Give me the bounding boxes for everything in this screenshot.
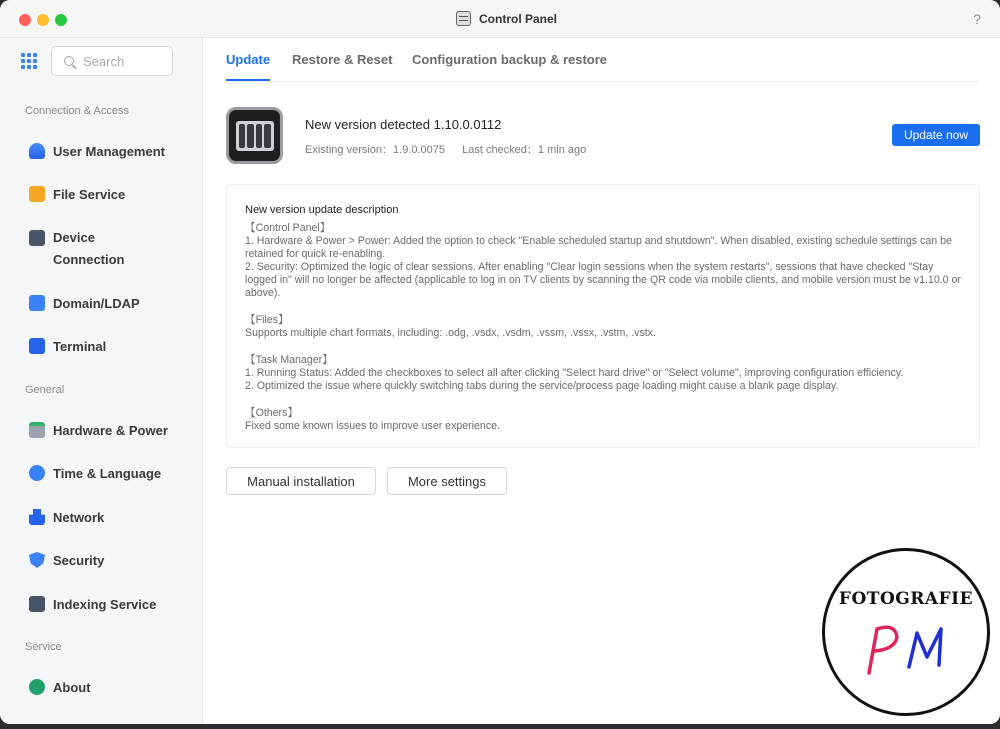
- control-panel-icon: [456, 11, 471, 26]
- photographer-watermark: [822, 548, 990, 716]
- user-icon: [29, 143, 45, 159]
- network-icon: [29, 509, 45, 525]
- sidebar-item-label: Domain/LDAP: [53, 295, 140, 311]
- block-title: 【Others】: [245, 407, 298, 419]
- folder-icon: [29, 186, 45, 202]
- sidebar-item-domain-ldap[interactable]: [0, 285, 202, 321]
- block-line: 1. Running Status: Added the checkboxes to select all after clicking "Select hard drive" or "Select volume", improving configuration efficiency.: [245, 367, 904, 379]
- block-line: Fixed some known issues to improve user experience.: [245, 420, 500, 432]
- sidebar-item-terminal[interactable]: [0, 328, 202, 364]
- watermark-text: FOTOGRAFIE: [838, 589, 974, 609]
- device-icon: [29, 230, 45, 246]
- sidebar-item-indexing-service[interactable]: [0, 586, 202, 622]
- block-title: 【Task Manager】: [245, 354, 333, 366]
- search-box[interactable]: [51, 46, 173, 76]
- help-icon[interactable]: ?: [973, 11, 981, 27]
- block-line: 2. Security: Optimized the logic of clear sessions. After enabling "Clear login sessions when the system restarts", sessions that have checked "Stay logged in" will no longer be affected (applicable to log in on TV clients by scanning the QR code via mobile clients, and mobile version must be v1.10.0 or above).: [245, 261, 961, 299]
- sidebar-item-hardware-power[interactable]: [0, 412, 202, 448]
- info-icon: [29, 679, 45, 695]
- sidebar-item-label: Network: [53, 509, 105, 525]
- sidebar-item-label: Security: [53, 552, 105, 568]
- minimize-window-button[interactable]: [37, 14, 49, 26]
- section-label-connection: Connection & Access: [25, 105, 129, 117]
- globe-icon: [29, 465, 45, 481]
- close-window-button[interactable]: [19, 14, 31, 26]
- more-settings-button[interactable]: More settings: [387, 467, 507, 495]
- sidebar-item-label: About: [53, 679, 91, 695]
- block-title: 【Control Panel】: [245, 222, 331, 234]
- apps-grid-icon[interactable]: [21, 53, 37, 69]
- description-block-others: [245, 407, 961, 433]
- shield-icon: [29, 552, 45, 568]
- section-label-general: General: [25, 384, 65, 396]
- sidebar: [0, 38, 203, 724]
- sidebar-item-label: Indexing Service: [53, 596, 157, 612]
- description-block-files: [245, 314, 961, 340]
- tab-restore-reset[interactable]: Restore & Reset: [292, 52, 393, 67]
- last-checked: Last checked：1 min ago: [462, 144, 587, 156]
- title-bar: [0, 0, 1000, 38]
- window-title: Control Panel: [479, 11, 558, 26]
- sidebar-item-user-management[interactable]: [0, 133, 202, 169]
- tab-bar: [226, 38, 978, 82]
- sidebar-item-about[interactable]: [0, 669, 202, 705]
- description-block-control-panel: [245, 222, 961, 300]
- existing-version: Existing version：1.9.0.0075: [305, 144, 446, 156]
- update-meta: [305, 141, 600, 157]
- tab-configuration-backup[interactable]: Configuration backup & restore: [412, 52, 608, 67]
- sidebar-item-security[interactable]: [0, 542, 202, 578]
- description-block-task-manager: [245, 354, 961, 393]
- search-input[interactable]: [83, 53, 168, 69]
- sidebar-item-file-service[interactable]: [0, 176, 202, 212]
- block-title: 【Files】: [245, 314, 289, 326]
- sidebar-item-label: Terminal: [53, 338, 107, 354]
- block-line: 1. Hardware & Power > Power: Added the option to check "Enable scheduled startup and shutdown". When disabled, existing schedule settings can be retained for quick re-enabling.: [245, 235, 952, 260]
- block-line: 2. Optimized the issue where quickly switching tabs during the service/process page loading might cause a blank page display.: [245, 380, 839, 392]
- domain-icon: [29, 295, 45, 311]
- active-tab-indicator: [226, 79, 270, 81]
- sidebar-item-device-connection[interactable]: [0, 220, 202, 276]
- watermark-signature-icon: [855, 621, 965, 681]
- nas-device-icon: [226, 107, 283, 164]
- section-label-service: Service: [25, 641, 62, 653]
- search-icon: [64, 56, 74, 66]
- terminal-icon: [29, 338, 45, 354]
- update-description-panel: [226, 184, 980, 448]
- description-heading: New version update description: [245, 204, 399, 216]
- sidebar-item-label-line2: Connection: [53, 252, 125, 267]
- sidebar-item-label: Time & Language: [53, 465, 162, 481]
- update-now-button[interactable]: Update now: [892, 124, 980, 146]
- index-icon: [29, 596, 45, 612]
- hardware-icon: [29, 422, 45, 438]
- sidebar-item-network[interactable]: [0, 499, 202, 535]
- manual-installation-button[interactable]: Manual installation: [226, 467, 376, 495]
- sidebar-item-time-language[interactable]: [0, 455, 202, 491]
- maximize-window-button[interactable]: [55, 14, 67, 26]
- window-title-group: [456, 11, 557, 26]
- update-title: New version detected 1.10.0.0112: [305, 117, 502, 132]
- sidebar-item-label-line1: Device: [53, 230, 95, 245]
- tab-update[interactable]: Update: [226, 52, 271, 67]
- sidebar-item-label: Hardware & Power: [53, 422, 168, 438]
- sidebar-item-label: File Service: [53, 186, 126, 202]
- block-line: Supports multiple chart formats, including: .odg, .vsdx, .vsdm, .vssm, .vssx, .vstm, .vstx.: [245, 327, 656, 339]
- sidebar-item-label: User Management: [53, 143, 165, 159]
